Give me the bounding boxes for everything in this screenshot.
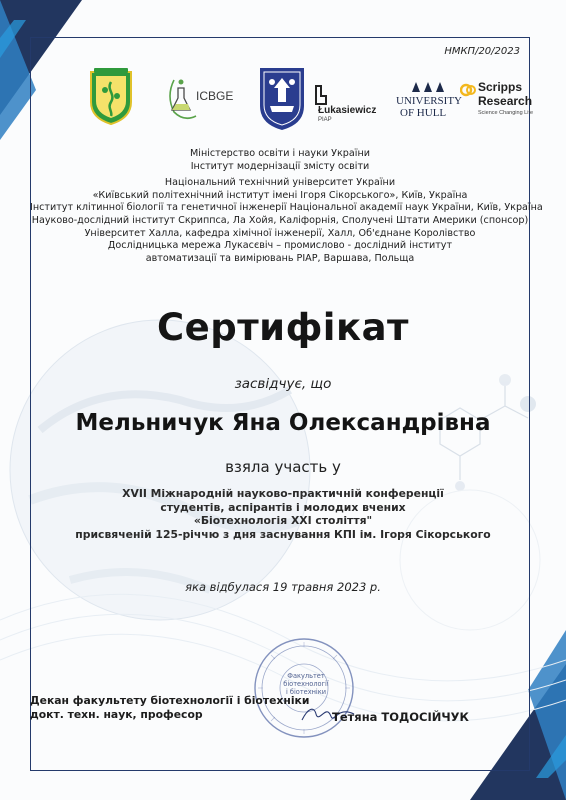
event-line: студентів, аспірантів і молодих вчених — [160, 500, 406, 514]
kpi-logo — [258, 66, 306, 132]
participation-text: взяла участь у — [225, 458, 341, 476]
icbge-logo — [162, 72, 240, 124]
lukasiewicz-name: Łukasiewicz — [318, 105, 377, 116]
dean-position: Декан факультету біотехнології і біотехніки — [30, 694, 310, 707]
event-line: присвяченій 125-річчю з дня заснування КПІ ім. Ігоря Сікорського — [75, 527, 491, 541]
scripps-line2: Research — [478, 94, 533, 108]
scripps-tagline: Science Changing Life — [478, 110, 534, 116]
signer-name: Тетяна ТОДОСІЙЧУК — [332, 710, 469, 724]
stamp-text — [272, 672, 340, 696]
lukasiewicz-mark-icon — [314, 84, 328, 106]
lukasiewicz-logo — [314, 84, 388, 124]
organizer-line: Національний технічний університет України — [164, 177, 396, 189]
hull-logo — [396, 80, 464, 124]
scripps-logo — [460, 80, 544, 124]
lukasiewicz-sub: PIAP — [318, 117, 332, 123]
organizer-line: Науково-дослідний інститут Скриппса, Ла Хойя, Каліфорнія, Сполучені Штати Америки (спонсор) — [31, 214, 529, 226]
hull-line2: OF HULL — [400, 107, 447, 119]
scripps-line1: Scripps — [478, 80, 523, 94]
certifies-text: засвідчує, що — [234, 376, 332, 392]
organizer-line: Інститут клітинної біології та генетичної інженерії Національної академії наук України, Київ, Україна — [30, 202, 543, 214]
hull-line1: UNIVERSITY — [396, 95, 462, 107]
certificate-title: Сертифікат — [156, 306, 410, 349]
organizer-line: Дослідницька мережа Лукасєвіч – промислово - дослідний інститут — [107, 240, 453, 252]
stamp-line: і біотехніки — [285, 688, 327, 696]
event-line: XVII Міжнародній науково-практичній конференції — [122, 487, 444, 500]
organizer-line: автоматизації та вимірювань PIAP, Варшава, Польща — [145, 252, 415, 264]
organizer-line: Міністерство освіти і науки України — [190, 148, 370, 159]
icbge-logo-text: ICBGE — [196, 89, 234, 103]
faculty-logo — [88, 68, 134, 126]
event-line: «Біотехнологія XXI століття" — [193, 514, 373, 528]
organizer-line: Інститут модернізації змісту освіти — [190, 160, 370, 172]
scripps-mark-icon — [460, 82, 476, 98]
organizer-line: Університет Халла, кафедра хімічної інженерії, Халл, Об'єднане Королівство — [84, 227, 476, 239]
organizers-block — [30, 148, 543, 265]
event-date: яка відбулася 19 травня 2023 р. — [185, 580, 381, 594]
dean-degree: докт. техн. наук, професор — [30, 708, 203, 721]
event-description — [0, 487, 566, 541]
stamp-line: Факультет — [287, 672, 325, 680]
document-number: НМКП/20/2023 — [444, 46, 520, 57]
recipient-name: Мельничук Яна Олександрівна — [75, 410, 491, 436]
dean-title — [30, 694, 309, 722]
hull-crest-icon — [408, 80, 448, 94]
organizer-line: «Київський політехнічний інститут імені Ігоря Сікорського», Київ, Україна — [92, 189, 468, 201]
logo-row — [60, 66, 540, 144]
stamp-line: біотехнології — [283, 680, 329, 688]
